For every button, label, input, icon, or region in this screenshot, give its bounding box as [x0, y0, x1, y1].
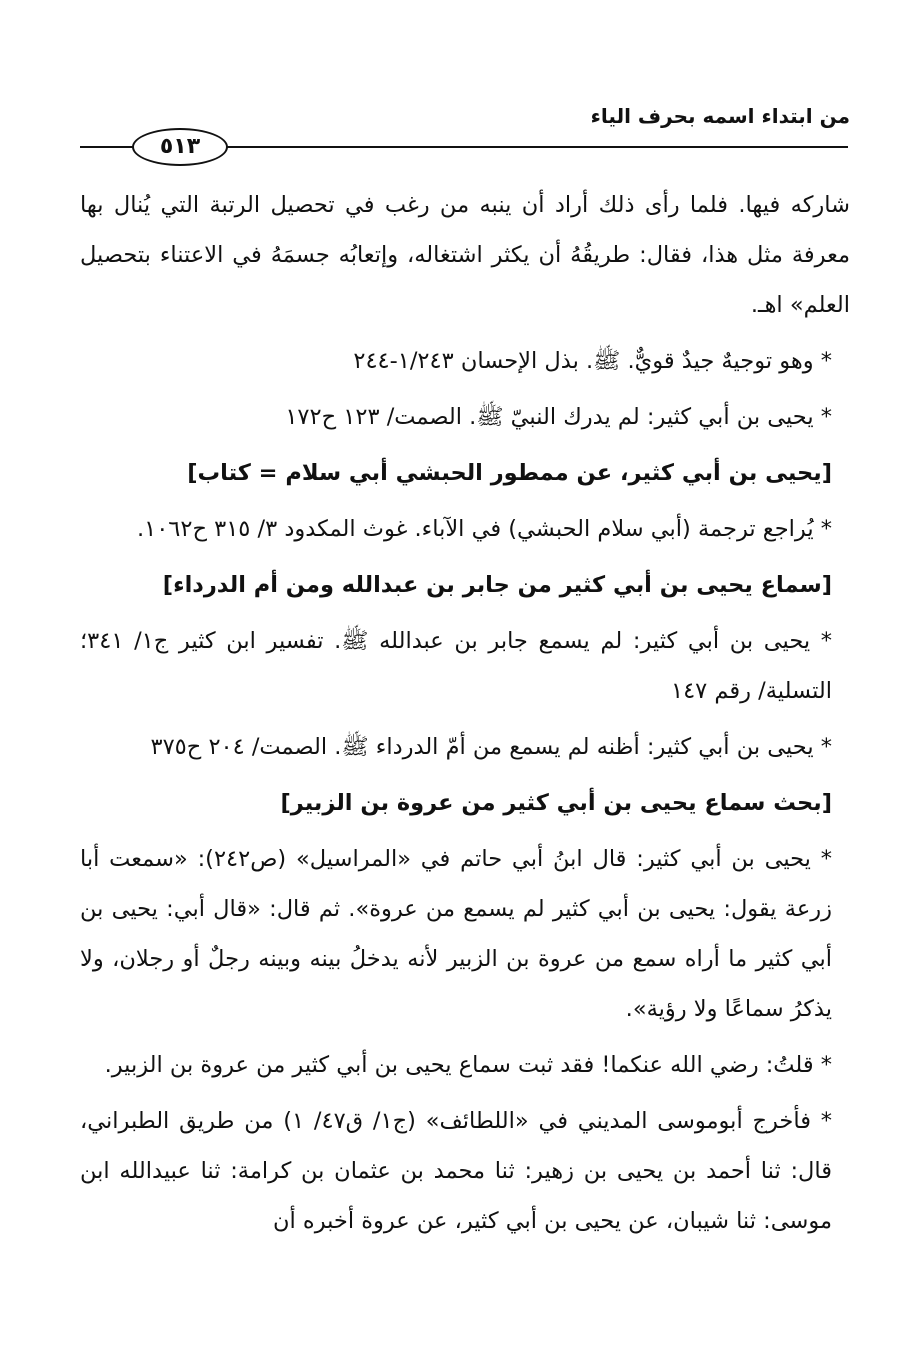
paragraph-note: * يحيى بن أبي كثير: أظنه لم يسمع من أمّ الدرداء ﷺ. الصمت/ ٢٠٤ ح٣٧٥ — [150, 734, 832, 760]
paragraph-note: * فأخرج أبوموسى المديني في «اللطائف» (ج١/ ق٤٧/ ١) من طريق الطبراني، قال: ثنا أحمد بن يحيى بن زهير: ثنا محمد بن عثمان بن كرامة: ثنا عبيدالله ابن موسى: ثنا شيبان، عن يحيى بن أبي كثير، عن عروة أخبره أن — [80, 1108, 832, 1234]
paragraph-note: * يحيى بن أبي كثير: لم يسمع جابر بن عبدالله ﷺ. تفسير ابن كثير ج١/ ٣٤١؛ التسلية/ رقم ١٤٧ — [80, 628, 832, 704]
paragraph-note: * قلتُ: رضي الله عنكما! فقد ثبت سماع يحيى بن أبي كثير من عروة بن الزبير. — [104, 1052, 832, 1078]
section-heading: [يحيى بن أبي كثير، عن ممطور الحبشي أبي سلام = كتاب] — [187, 460, 832, 486]
paragraph-note: * يحيى بن أبي كثير: لم يدرك النبيّ ﷺ. الصمت/ ١٢٣ ح١٧٢ — [285, 404, 832, 430]
paragraph-note: * وهو توجيهٌ جيدٌ قويٌّ. ﷺ. بذل الإحسان ١/٢٤٣-٢٤٤ — [353, 348, 832, 374]
section-heading: [بحث سماع يحيى بن أبي كثير من عروة بن الزبير] — [280, 790, 832, 816]
body-text — [80, 180, 850, 1252]
paragraph-continuation: شاركه فيها. فلما رأى ذلك أراد أن ينبه من رغب في تحصيل الرتبة التي يُنال بها معرفة مثل هذا، فقال: طريقُهُ أن يكثر اشتغاله، وإتعابُه جسمَهُ في الاعتناء بتحصيل العلم» اهـ. — [80, 192, 850, 318]
paragraph-note: * يحيى بن أبي كثير: قال ابنُ أبي حاتم في «المراسيل» (ص٢٤٢): «سمعت أبا زرعة يقول: يحيى بن أبي كثير لم يسمع من عروة». ثم قال: «قال أبي: يحيى بن أبي كثير ما أراه سمع من عروة بن الزبير لأنه يدخلُ بينه وبينه رجلٌ أو رجلان، ولا يذكرُ سماعًا ولا رؤية». — [80, 846, 833, 1022]
page-number: ٥١٣ — [132, 128, 228, 166]
section-heading: [سماع يحيى بن أبي كثير من جابر بن عبدالله ومن أم الدرداء] — [162, 572, 832, 598]
paragraph-note: * يُراجع ترجمة (أبي سلام الحبشي) في الآباء. غوث المكدود ٣/ ٣١٥ ح١٠٦٢. — [136, 516, 832, 542]
running-title: من ابتداء اسمه بحرف الياء — [590, 104, 850, 128]
